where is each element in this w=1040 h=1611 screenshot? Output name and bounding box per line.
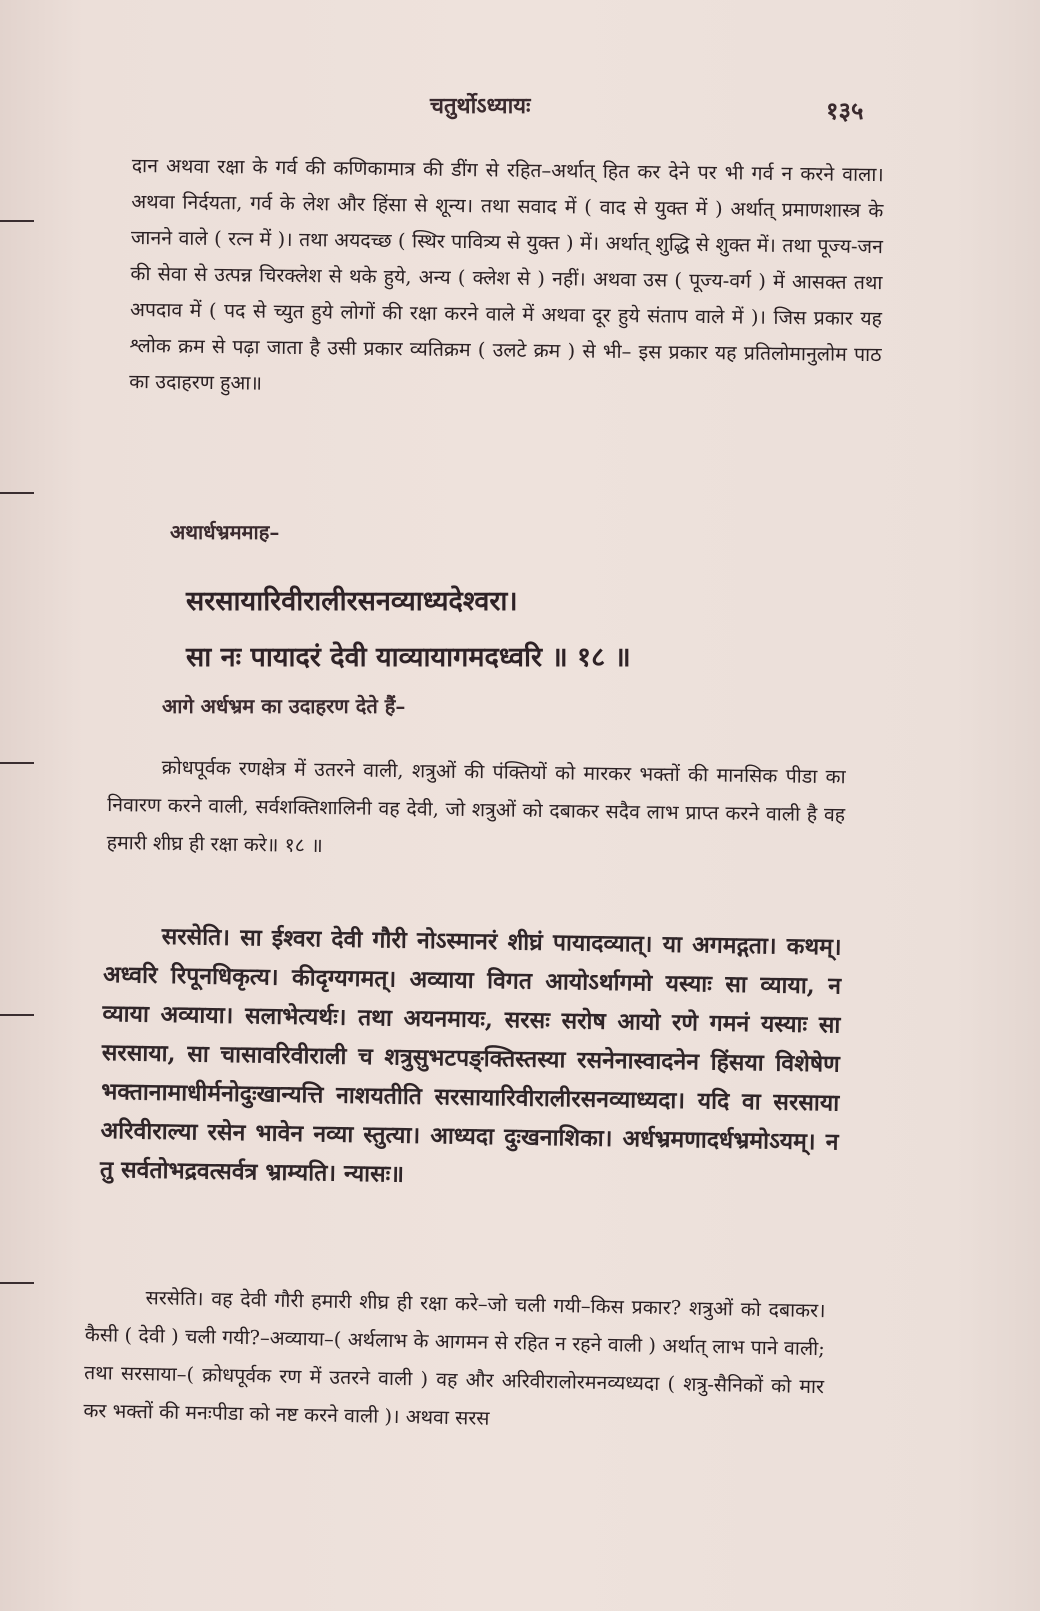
verse-line-2: सा नः पायादरं देवी याव्यायागमदध्वरि ॥ १८ ॥ [186, 642, 631, 673]
section-intro-sanskrit: अथार्धभ्रममाह– [170, 520, 280, 544]
binding-thread-mark [0, 1014, 34, 1016]
sanskrit-commentary-paragraph: सरसेति। सा ईश्वरा देवी गौरी नोऽस्मानरं शीघ्रं पायादव्यात्। या अगमद्गता। कथम्। अध्वरि रिपूनधिकृत्य। कीदृग्यगमत्। अव्याया विगत आयोऽर्थागमो यस्याः सा व्याया, न व्याया अव्याया। सलाभेत्यर्थः। तथा अयनमायः, सरसः सरोष आयो रणे गमनं यस्याः सा सरसाया, सा चासावरिवीराली च शत्रुसुभटपङ्क्तिस्तस्या रसनेनास्वादनेन हिंसया विशेषेण भक्तानामाधीर्मनोदुःखान्यत्ति नाशयतीति सरसायारिवीरालीरसनव्याध्यदा। यदि वा सरसाया अरिवीराल्या रसेन भावेन नव्या स्तुत्या। आध्यदा दुःखनाशिका। अर्धभ्रमणादर्धभ्रमोऽयम्। न तु सर्वतोभद्रवत्सर्वत्र भ्राम्यति। न्यासः॥ [99, 922, 842, 1188]
binding-thread-mark [0, 220, 34, 222]
verse-line-1: सरसायारिवीरालीरसनव्याध्यदेश्वरा। [186, 586, 518, 617]
commentary-paragraph-1: दान अथवा रक्षा के गर्व की कणिकामात्र की डींग से रहित–अर्थात् हित कर देने पर भी गर्व न करने वाला। अथवा निर्दयता, गर्व के लेश और हिंसा से शून्य। तथा सवाद में ( वाद से युक्त में ) अर्थात् प्रमाणशास्त्र के जानने वाले ( रत्न में )। तथा अयदच्छ ( स्थिर पावित्र्य से युक्त ) में। अर्थात् शुद्धि से शुक्त में। तथा पूज्य-जन की सेवा से उत्पन्न चिरक्लेश से थके हुये, अन्य ( क्लेश से ) नहीं। अथवा उस ( पूज्य-वर्ग ) में आसक्त तथा अपदाव में ( पद से च्युत हुये लोगों की रक्षा करने वाले में अथवा दूर हुये संताप वाले में )। जिस प्रकार यह श्लोक क्रम से पढ़ा जाता है उसी प्रकार व्यतिक्रम ( उलटे क्रम ) से भी– इस प्रकार यह प्रतिलोमानुलोम पाठ का उदाहरण हुआ॥ [129, 153, 884, 395]
binding-thread-mark [0, 492, 34, 494]
translation-paragraph: क्रोधपूर्वक रणक्षेत्र में उतरने वाली, शत्रुओं की पंक्तियों को मारकर भक्तों की मानसिक पीडा का निवारण करने वाली, सर्वशक्तिशालिनी वह देवी, जो शत्रुओं को दबाकर सदैव लाभ प्राप्त करने वाली है वह हमारी शीघ्र ही रक्षा करे॥ १८ ॥ [106, 755, 846, 858]
hindi-commentary-paragraph: सरसेति। वह देवी गौरी हमारी शीघ्र ही रक्षा करे–जो चली गयी–किस प्रकार? शत्रुओं को दबाकर। कैसी ( देवी ) चली गयी?–अव्याया–( अर्थलाभ के आगमन से रहित न रहने वाली ) अर्थात् लाभ पाने वाली; तथा सरसाया–( क्रोधपूर्वक रण में उतरने वाली ) वह और अरिवीरालोरमनव्यध्यदा ( शत्रु-सैनिकों को मार कर भक्तों की मनःपीडा को नष्ट करने वाली )। अथवा सरस [83, 1286, 826, 1430]
binding-thread-mark [0, 762, 34, 764]
section-intro-hindi: आगे अर्धभ्रम का उदाहरण देते हैं– [162, 694, 406, 718]
page-header [0, 88, 1040, 128]
binding-thread-mark [0, 1282, 34, 1284]
page-number: १३५ [826, 96, 864, 125]
running-title: चतुर्थोऽध्यायः [430, 93, 531, 119]
